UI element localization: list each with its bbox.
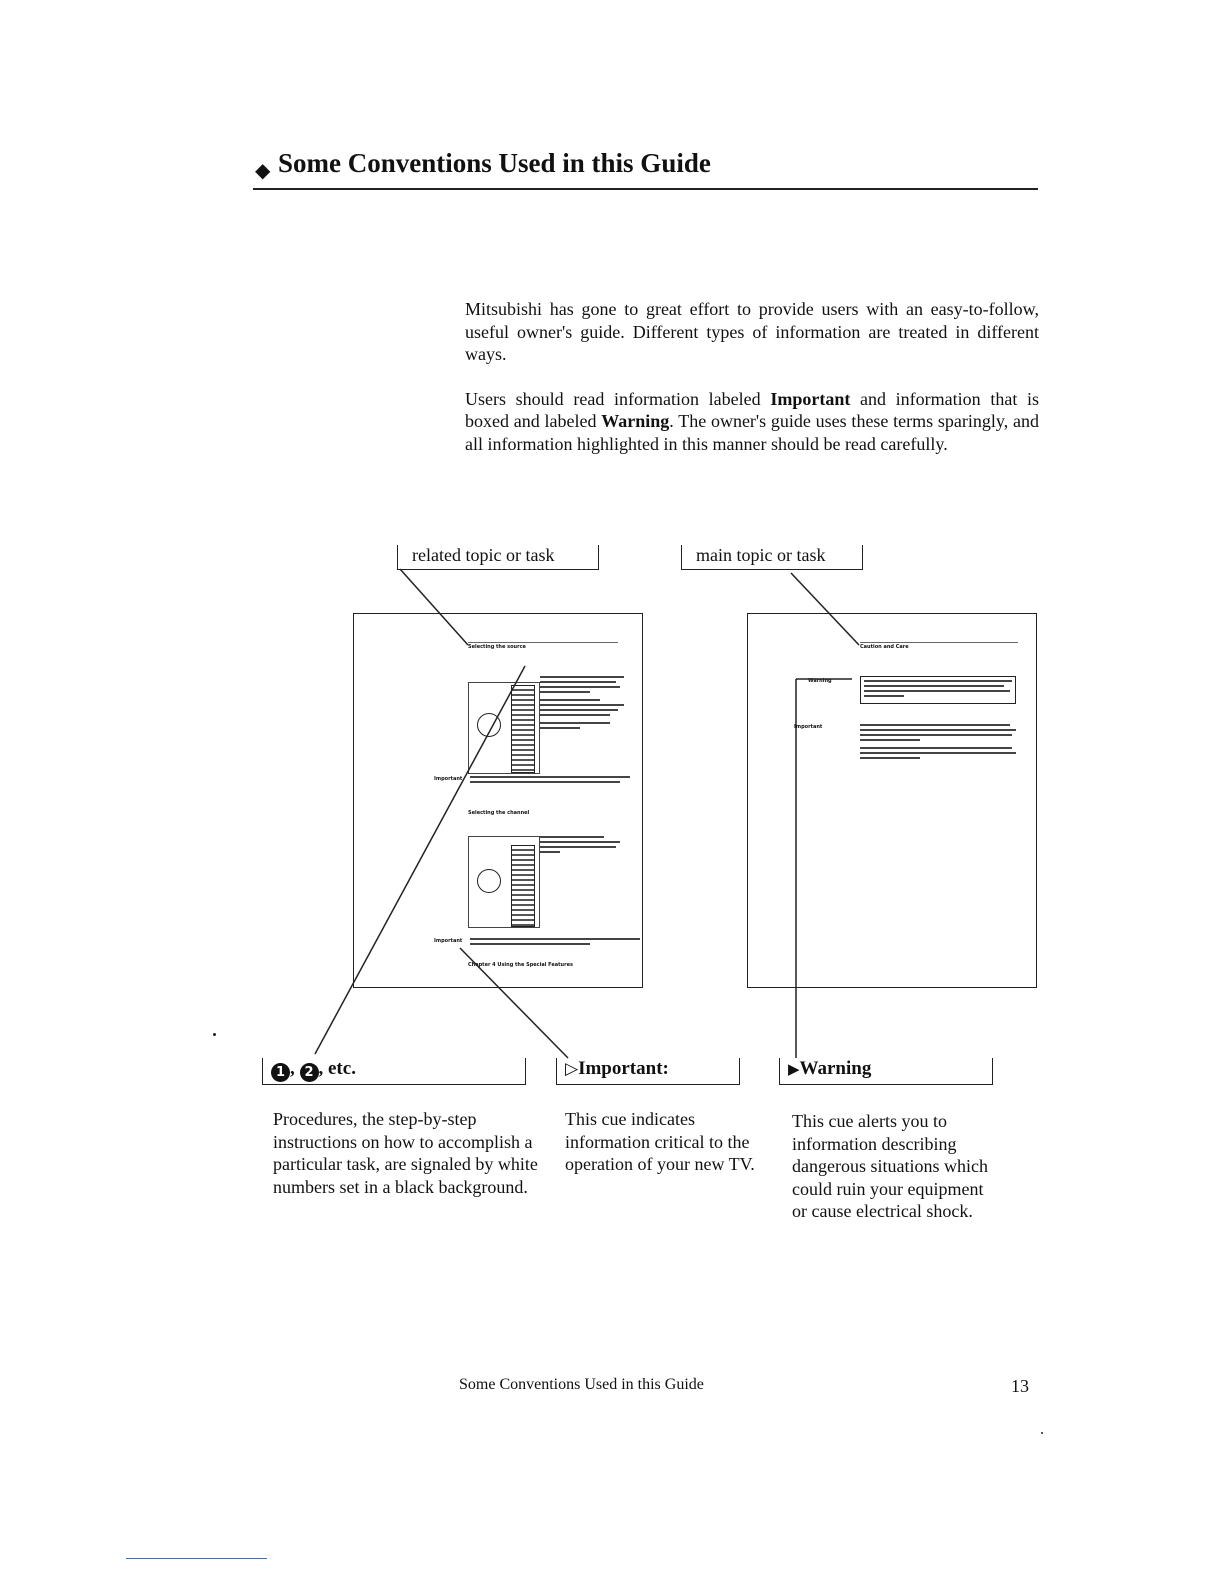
footer-section-title: Some Conventions Used in this Guide (459, 1376, 704, 1393)
intro-p2-part-b: and information that is boxed and labeled (465, 388, 1040, 431)
procedures-comma: , (290, 1058, 300, 1079)
step-number-1-icon: 1 (271, 1063, 290, 1082)
sample-page-left (353, 613, 643, 988)
scan-dot (213, 1033, 216, 1036)
procedures-label-text: , etc. (318, 1058, 356, 1079)
warning-term: Warning (601, 411, 670, 431)
page-number: 13 (1011, 1376, 1029, 1396)
thumb-text-lines-right (860, 724, 1016, 762)
section-header (253, 146, 1038, 190)
thumb-chapter-footer: Chapter 4 Using the Special Features (468, 962, 573, 968)
thumb-important-tag: Important (794, 724, 823, 730)
thumb-text-lines-4 (470, 938, 640, 948)
important-label (556, 1058, 740, 1085)
warning-description: This cue alerts you to information describing dangerous situations which could ruin your equipment or cause electrical shock. (792, 1111, 988, 1221)
remote-button-icon (477, 713, 501, 737)
thumb-figure-1 (468, 682, 540, 774)
thumb-rule (860, 642, 1018, 643)
remote-button-icon (477, 869, 501, 893)
warning-label-text: Warning (799, 1058, 872, 1079)
thumb-figure-2 (468, 836, 540, 928)
thumb-heading-channel: Selecting the channel (468, 810, 530, 816)
scan-dot (1041, 1432, 1043, 1434)
diamond-bullet-icon: ◆ (255, 160, 271, 182)
intro-paragraph-1: Mitsubishi has gone to great effort to provide users with an easy-to-follow, useful owner's guide. Different types of information are treated in different ways. (465, 299, 1039, 364)
warning-label (779, 1058, 993, 1085)
page-title: Some Conventions Used in this Guide (278, 148, 711, 178)
procedures-description: Procedures, the step-by-step instructions on how to accomplish a particular task, are signaled by white numbers set in a black background. (273, 1109, 538, 1197)
thumb-heading-source: Selecting the source (468, 644, 526, 650)
thumb-important-tag-2: Important (434, 938, 463, 944)
thumb-text-lines-1 (540, 676, 624, 732)
main-topic-label: main topic or task (681, 545, 863, 570)
remote-control-icon (511, 685, 535, 773)
related-topic-label: related topic or task (397, 545, 599, 570)
bottom-rule (126, 1558, 267, 1559)
thumb-warning-box (860, 676, 1016, 704)
thumb-rule (468, 642, 618, 643)
intro-paragraph-2 (465, 388, 1039, 456)
sample-page-right (747, 613, 1037, 988)
thumb-heading-caution: Caution and Care (860, 644, 909, 650)
remote-control-icon (511, 845, 535, 927)
important-term: Important (770, 388, 851, 409)
solid-triangle-icon: ▶ (788, 1060, 800, 1078)
thumb-warning-tag: Warning (808, 678, 832, 684)
hollow-triangle-icon: ▷ (565, 1059, 579, 1079)
thumb-text-lines-2 (470, 776, 630, 786)
thumb-text-lines-3 (540, 836, 620, 856)
important-description: This cue indicates information critical to the operation of your new TV. (565, 1109, 755, 1174)
procedures-label (262, 1058, 526, 1085)
important-label-text: Important: (578, 1058, 669, 1079)
intro-p2-part-a: Users should read information labeled (465, 388, 771, 409)
thumb-important-tag-1: Important (434, 776, 463, 782)
step-number-2-icon: 2 (300, 1063, 319, 1082)
intro-p2-part-c: . The owner's guide uses these terms sparingly, and all information highlighted in this manner should be read carefully. (465, 411, 1039, 454)
intro-text (465, 298, 1039, 477)
